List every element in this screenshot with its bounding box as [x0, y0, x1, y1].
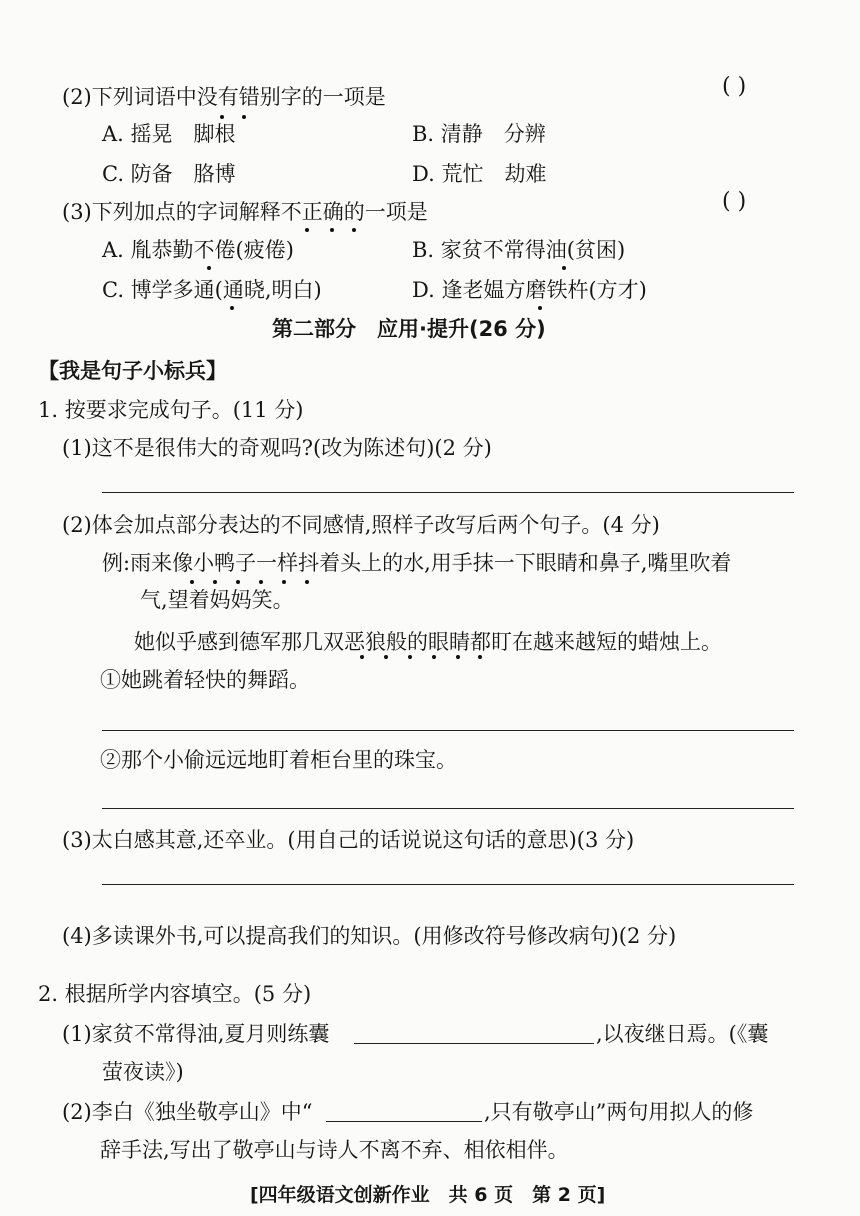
fill-blank-1[interactable]: [354, 1043, 594, 1044]
option-d: D. 逢老媪方磨铁杵(方才): [412, 278, 647, 302]
emphasis-dot: [242, 115, 246, 119]
option-b: B. 清静 分辨: [412, 122, 546, 146]
emphasis-dot: [352, 228, 356, 232]
part-heading: 第二部分 应用·提升(26 分): [272, 317, 546, 341]
emphasis-dot: [408, 655, 412, 659]
fill-sentence-2-tail: ,只有敬亭山”两句用拟人的修: [484, 1100, 754, 1124]
answer-line[interactable]: [102, 730, 794, 731]
emphasis-dot: [432, 655, 436, 659]
emphasis-dot: [305, 228, 309, 232]
emphasis-dot: [236, 580, 240, 584]
option-d: D. 荒忙 劫难: [412, 162, 547, 186]
emphasis-dot: [220, 115, 224, 119]
emphasis-dot: [538, 306, 542, 310]
question-2-stem: 2. 根据所学内容填空。(5 分): [38, 982, 312, 1006]
answer-line[interactable]: [102, 884, 794, 885]
page-footer: [四年级语文创新作业 共 6 页 第 2 页]: [250, 1184, 606, 1206]
emphasis-dot: [230, 306, 234, 310]
rewrite-item-1: ①她跳着轻快的舞蹈。: [100, 668, 310, 692]
answer-paren-q2[interactable]: ( ): [722, 74, 747, 99]
option-a: A. 摇晃 脚根: [102, 122, 236, 146]
emphasis-dot: [478, 655, 482, 659]
emphasis-dot: [190, 580, 194, 584]
example-line: 她似乎感到德军那几双恶狼般的眼睛都盯在越来越短的蜡烛上。: [134, 630, 722, 654]
emphasis-dot: [456, 655, 460, 659]
option-c: C. 防备 胳博: [102, 162, 236, 186]
fill-blank-2[interactable]: [326, 1121, 482, 1122]
fill-sentence-1-tail: ,以夜继日焉。(《囊: [596, 1022, 769, 1046]
sub-question-4: (4)多读课外书,可以提高我们的知识。(用修改符号修改病句)(2 分): [62, 924, 677, 948]
emphasis-dot: [384, 655, 388, 659]
emphasis-dot: [282, 580, 286, 584]
option-c: C. 博学多通(通晓,明白): [102, 278, 322, 302]
option-a: A. 胤恭勤不倦(疲倦): [102, 238, 294, 262]
section-title: 【我是句子小标兵】: [38, 359, 227, 383]
sub-question-2: (2)体会加点部分表达的不同感情,照样子改写后两个句子。(4 分): [62, 513, 660, 537]
emphasis-dot: [360, 655, 364, 659]
answer-paren-q3[interactable]: ( ): [722, 189, 747, 214]
question-1-stem: 1. 按要求完成句子。(11 分): [38, 398, 304, 422]
fill-sentence-2-line2: 辞手法,写出了敬亭山与诗人不离不弃、相依相伴。: [100, 1138, 569, 1162]
example-line: 例:雨来像小鸭子一样抖着头上的水,用手抹一下眼睛和鼻子,嘴里吹着: [102, 551, 732, 575]
emphasis-dot: [213, 580, 217, 584]
fill-sentence-1-line2: 萤夜读》): [102, 1060, 184, 1084]
example-line: 气,望着妈妈笑。: [140, 588, 294, 612]
fill-sentence-1: (1)家贫不常得油,夏月则练囊: [62, 1022, 330, 1046]
sub-question-1: (1)这不是很伟大的奇观吗?(改为陈述句)(2 分): [62, 436, 492, 460]
question-3-stem: (3)下列加点的字词解释不正确的一项是: [62, 200, 428, 224]
emphasis-dot: [259, 580, 263, 584]
emphasis-dot: [330, 228, 334, 232]
option-b: B. 家贫不常得油(贫困): [412, 238, 626, 262]
fill-sentence-2: (2)李白《独坐敬亭山》中“: [62, 1100, 313, 1124]
answer-line[interactable]: [102, 492, 794, 493]
answer-line[interactable]: [102, 808, 794, 809]
rewrite-item-2: ②那个小偷远远地盯着柜台里的珠宝。: [100, 748, 457, 772]
emphasis-dot: [207, 266, 211, 270]
emphasis-dot: [305, 580, 309, 584]
emphasis-dot: [562, 266, 566, 270]
question-2-stem: (2)下列词语中没有错别字的一项是: [62, 85, 386, 109]
sub-question-3: (3)太白感其意,还卒业。(用自己的话说说这句话的意思)(3 分): [62, 828, 635, 852]
